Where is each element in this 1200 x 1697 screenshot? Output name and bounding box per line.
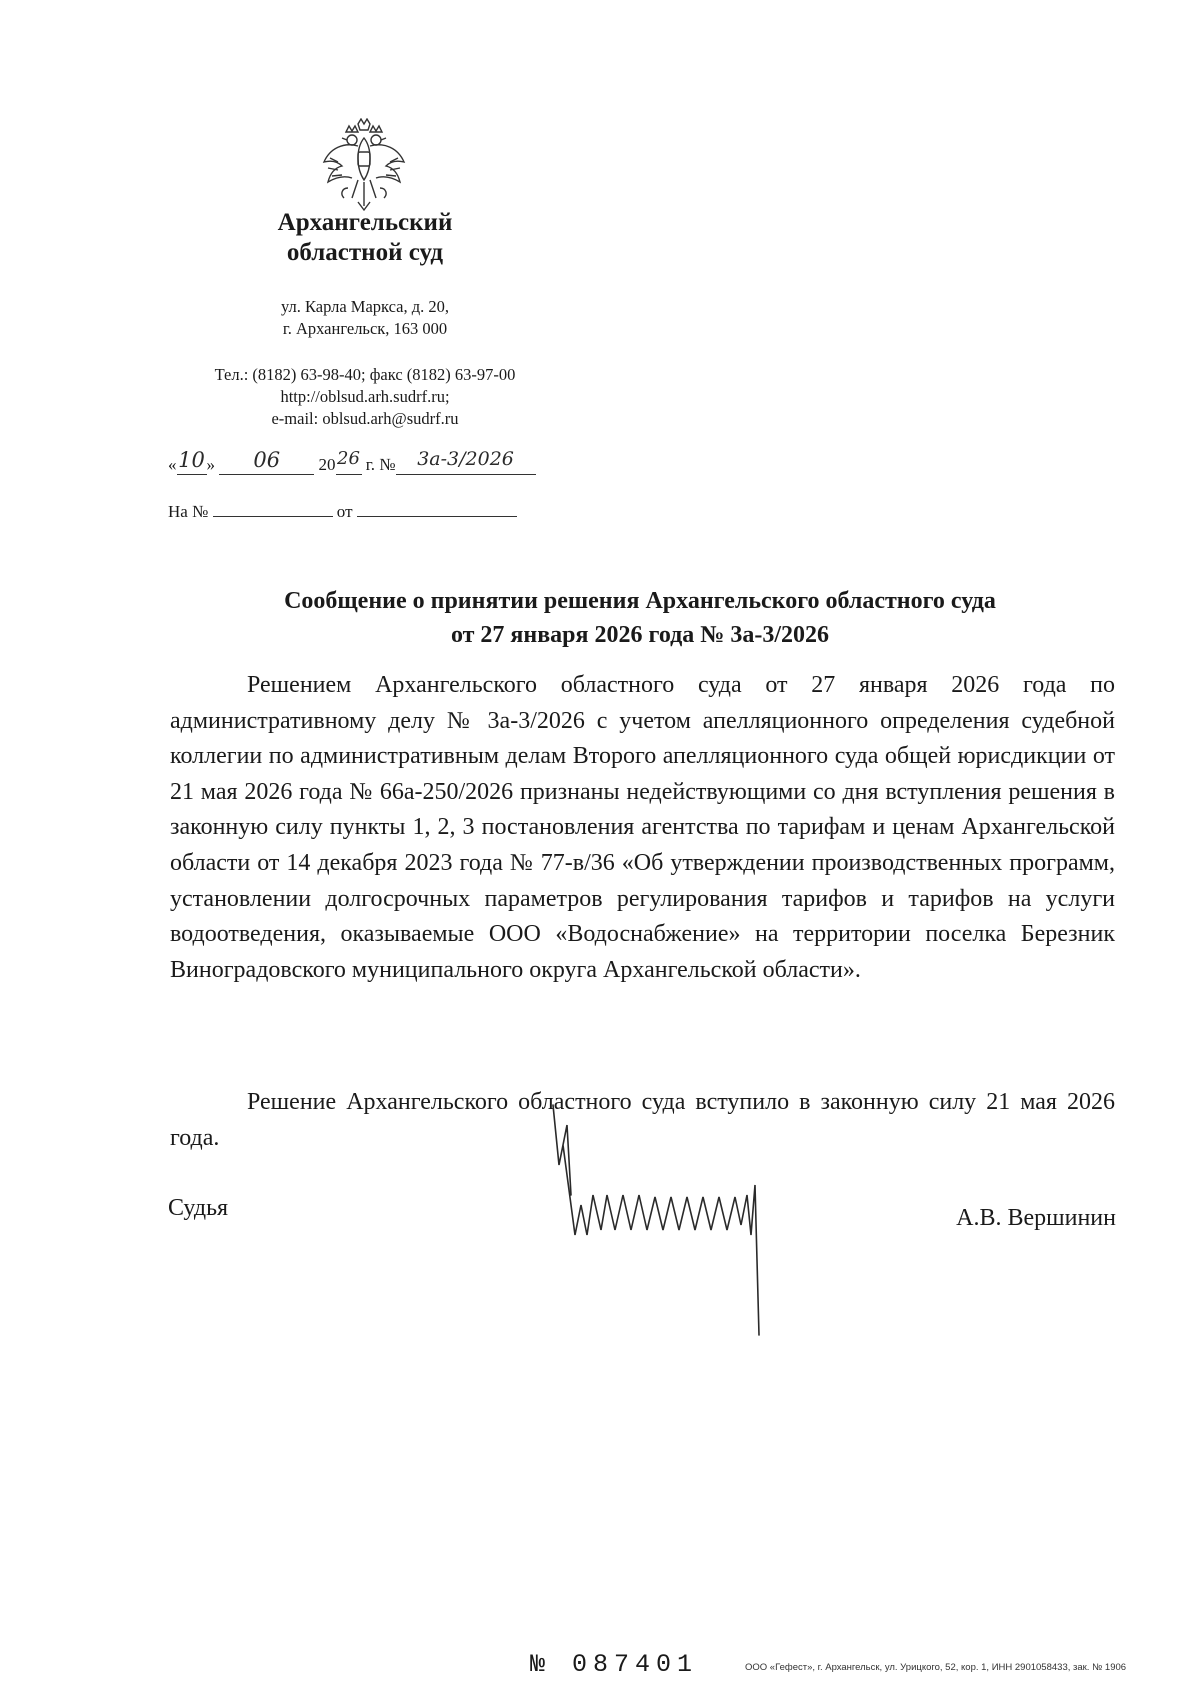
reference-ot-label: от (336, 502, 353, 521)
reference-date-blank (357, 500, 517, 517)
address-line2: г. Архангельск, 163 000 (282, 319, 448, 338)
contacts-line3: e-mail: oblsud.arh@sudrf.ru (271, 409, 459, 428)
judge-name: А.В. Вершинин (956, 1205, 1116, 1231)
reference-na-label: На № (168, 502, 209, 521)
date-year-prefix: 20 (318, 455, 336, 474)
printer-imprint: ООО «Гефест», г. Архангельск, ул. Урицкого, 52, кор. 1, ИНН 2901058433, зак. № 1906 (745, 1662, 1127, 1673)
court-name-line1: Архангельский (277, 209, 453, 236)
body-paragraph-1: Решением Архангельского областного суда от 27 января 2026 года по административному делу № 3а-3/2026 с учетом апелляционного определения судебной коллегии по административным делам Второго апелляционного суда общей юрисдикции от 21 мая 2026 года № 66а-250/2026 признаны недействующими со дня вступления решения в законную силу пункты 1, 2, 3 постановления агентства по тарифам и ценам Архангельской области от 14 декабря 2023 года № 77-в/36 «Об утверждении производственных программ, установлении долгосрочных параметров регулирования тарифов и тарифов на услуги водоотведения, оказываемые ООО «Водоснабжение» на территории поселка Березник Виноградовского муниципального округа Архангельской области». (170, 672, 1115, 983)
contacts-line1: Тел.: (8182) 63-98-40; факс (8182) 63-97-00 (214, 365, 516, 384)
date-quote-open: « (168, 455, 177, 474)
date-day: 10 (177, 448, 207, 475)
court-name-line2: областной суд (286, 239, 444, 266)
reference-number-blank (213, 500, 333, 517)
coat-of-arms-emblem (318, 118, 410, 218)
date-month: 06 (219, 448, 314, 475)
address-line1: ул. Карла Маркса, д. 20, (280, 297, 450, 316)
date-quote-close: » (206, 455, 215, 474)
document-title (160, 584, 1120, 652)
judge-position: Судья (168, 1195, 229, 1221)
title-line1: Сообщение о принятии решения Архангельского областного суда (284, 588, 996, 614)
form-serial-number: № 087401 (530, 1650, 699, 1679)
reference-line (168, 500, 608, 522)
registration-line (168, 448, 588, 478)
reg-number: 3а-3/2026 (396, 448, 536, 475)
date-year-suffix: 26 (336, 448, 362, 475)
date-year-mark: г. (365, 455, 376, 474)
handwritten-signature (545, 1085, 835, 1345)
body-paragraph-2: Решение Архангельского областного суда вступило в законную силу 21 мая 2026 года. (170, 1089, 1115, 1151)
reg-number-label: № (379, 455, 396, 474)
contacts-line2: http://oblsud.arh.sudrf.ru; (280, 387, 450, 406)
title-line2: от 27 января 2026 года № 3а-3/2026 (450, 622, 830, 648)
